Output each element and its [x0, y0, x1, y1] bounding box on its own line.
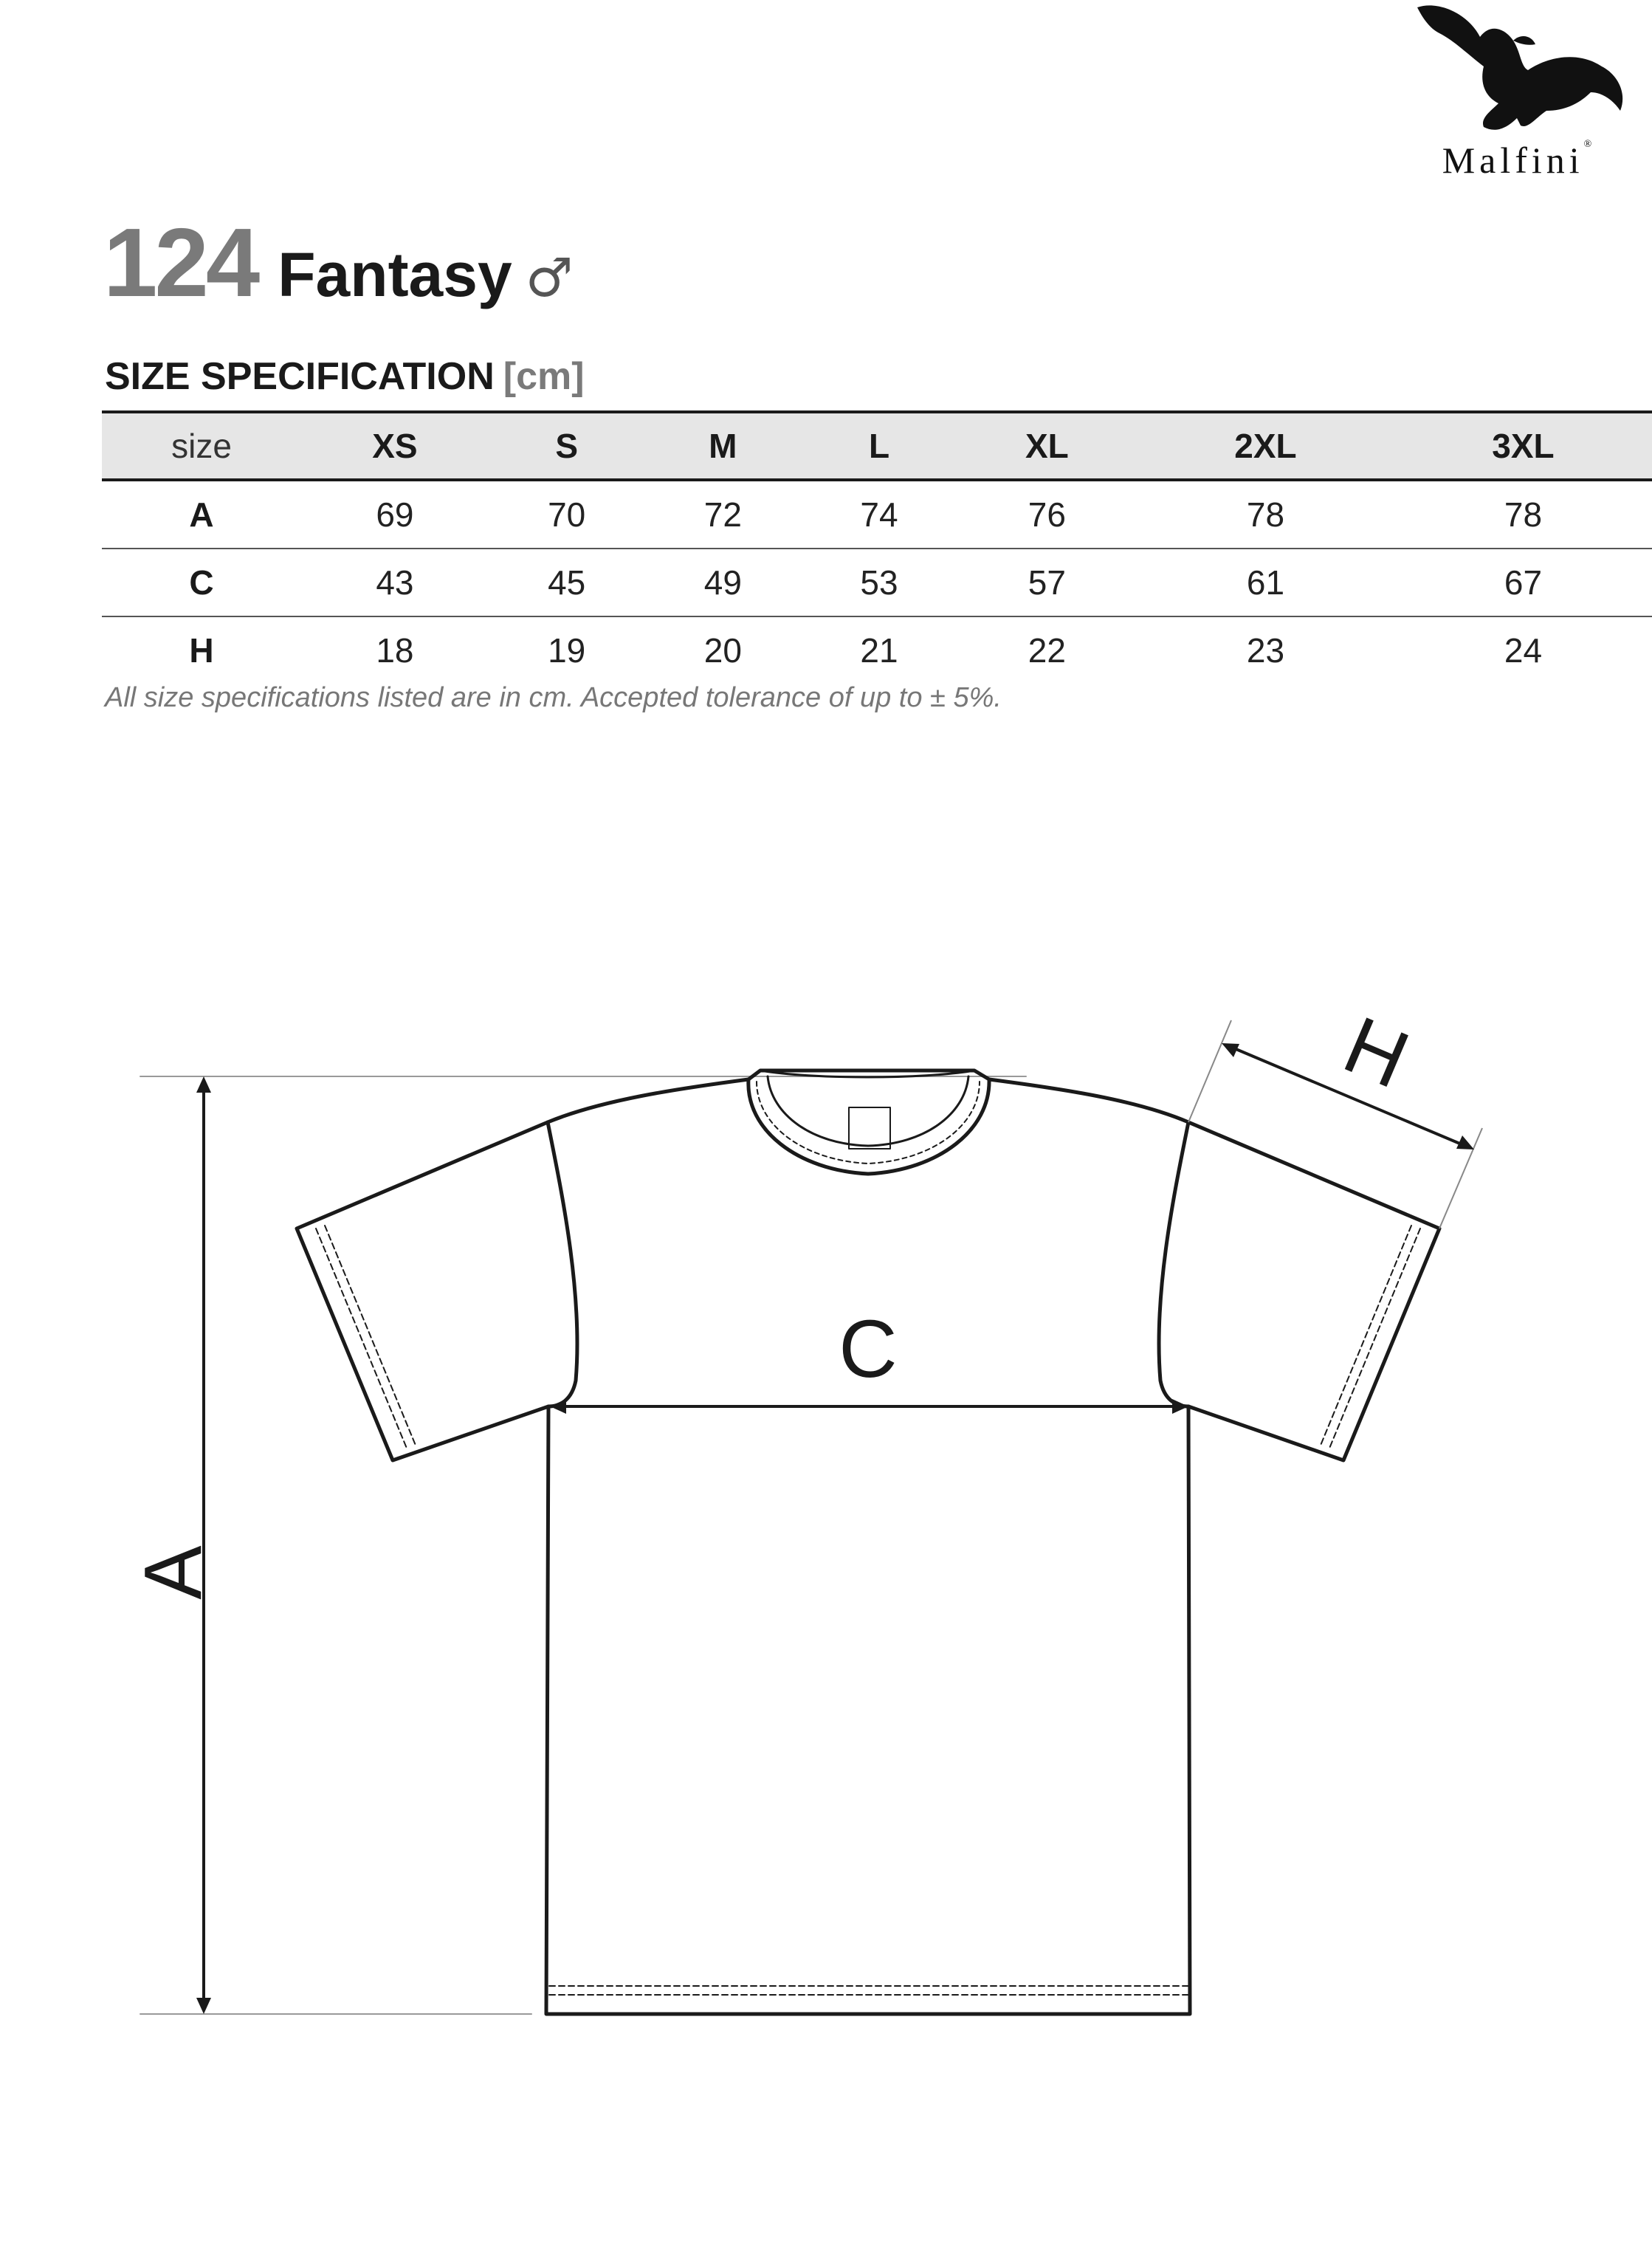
- right-armhole-seam: [1159, 1122, 1188, 1406]
- table-cell: 45: [548, 563, 586, 602]
- table-cell: 78: [1504, 495, 1543, 534]
- right-sleeve-hem-stitch: [1329, 1228, 1420, 1450]
- table-cell: 20: [703, 631, 742, 670]
- table-cell: 19: [548, 631, 586, 670]
- left-sleeve-hem-stitch: [325, 1226, 416, 1447]
- size-header-row: [102, 412, 1652, 480]
- brand-wordmark: [1388, 139, 1646, 182]
- left-sleeve-hem-stitch: [316, 1228, 407, 1450]
- product-title: [103, 207, 574, 317]
- arrow-down-icon: [196, 1998, 211, 2014]
- spec-heading: [105, 354, 585, 399]
- left-armhole-seam: [548, 1122, 577, 1406]
- spec-heading-text: SIZE SPECIFICATION: [105, 355, 495, 398]
- dimension-a-label: A: [128, 1545, 218, 1600]
- size-header-label: size: [171, 427, 232, 465]
- tshirt-diagram: [0, 997, 1652, 2104]
- dimension-a: [196, 1076, 211, 2014]
- size-header-cell: XL: [1025, 427, 1069, 465]
- table-cell: 43: [376, 563, 414, 602]
- arrow-left-icon: [550, 1399, 566, 1414]
- table-cell: 23: [1246, 631, 1285, 670]
- table-cell: 53: [860, 563, 898, 602]
- tolerance-note: All size specifications listed are in cm. Accepted tolerance of up to ± 5%.: [105, 682, 1002, 713]
- dimension-h: [1188, 1020, 1482, 1228]
- size-header-cell: 2XL: [1234, 427, 1297, 465]
- neck-tag: [849, 1107, 890, 1149]
- table-cell: 21: [860, 631, 898, 670]
- table-cell: 49: [703, 563, 742, 602]
- size-header-cell: 3XL: [1492, 427, 1555, 465]
- h-extension-line: [1188, 1020, 1231, 1122]
- table-cell: 18: [376, 631, 414, 670]
- brand-name: Malfini: [1442, 140, 1584, 181]
- brand-reg-mark: ®: [1583, 139, 1592, 150]
- row-label: A: [189, 495, 214, 534]
- table-cell: 57: [1028, 563, 1066, 602]
- product-number: 124: [103, 208, 258, 317]
- table-row: [102, 616, 1652, 684]
- dimension-c: [550, 1399, 1188, 1414]
- row-label: C: [189, 563, 214, 602]
- table-row: [102, 480, 1652, 549]
- size-header-cell: M: [709, 427, 737, 465]
- brand-logo: [1388, 0, 1646, 185]
- tshirt-outline: [297, 1070, 1439, 2014]
- table-cell: 76: [1028, 495, 1066, 534]
- size-header-cell: S: [555, 427, 579, 465]
- table-cell: 70: [548, 495, 586, 534]
- table-cell: 67: [1504, 563, 1543, 602]
- size-header-cell: L: [868, 427, 890, 465]
- table-row: [102, 549, 1652, 616]
- table-cell: 72: [703, 495, 742, 534]
- dimension-h-label: H: [1332, 999, 1422, 1106]
- size-header-cell: XS: [372, 427, 418, 465]
- arrow-up-icon: [196, 1076, 211, 1093]
- dimension-c-label: C: [839, 1304, 898, 1395]
- table-cell: 69: [376, 495, 414, 534]
- male-symbol-icon: ♂: [525, 247, 574, 309]
- arrow-right-icon: [1172, 1399, 1188, 1414]
- product-name: Fantasy: [278, 240, 512, 309]
- right-sleeve-hem-stitch: [1320, 1226, 1411, 1447]
- spec-unit: [cm]: [503, 355, 585, 398]
- table-cell: 78: [1246, 495, 1285, 534]
- size-table: [102, 410, 1652, 684]
- table-cell: 61: [1246, 563, 1285, 602]
- table-cell: 74: [860, 495, 898, 534]
- table-cell: 24: [1504, 631, 1543, 670]
- eagle-icon: [1410, 0, 1631, 137]
- collar-outer: [748, 1079, 989, 1174]
- collar-inner: [768, 1076, 968, 1146]
- table-cell: 22: [1028, 631, 1066, 670]
- row-label: H: [189, 631, 214, 670]
